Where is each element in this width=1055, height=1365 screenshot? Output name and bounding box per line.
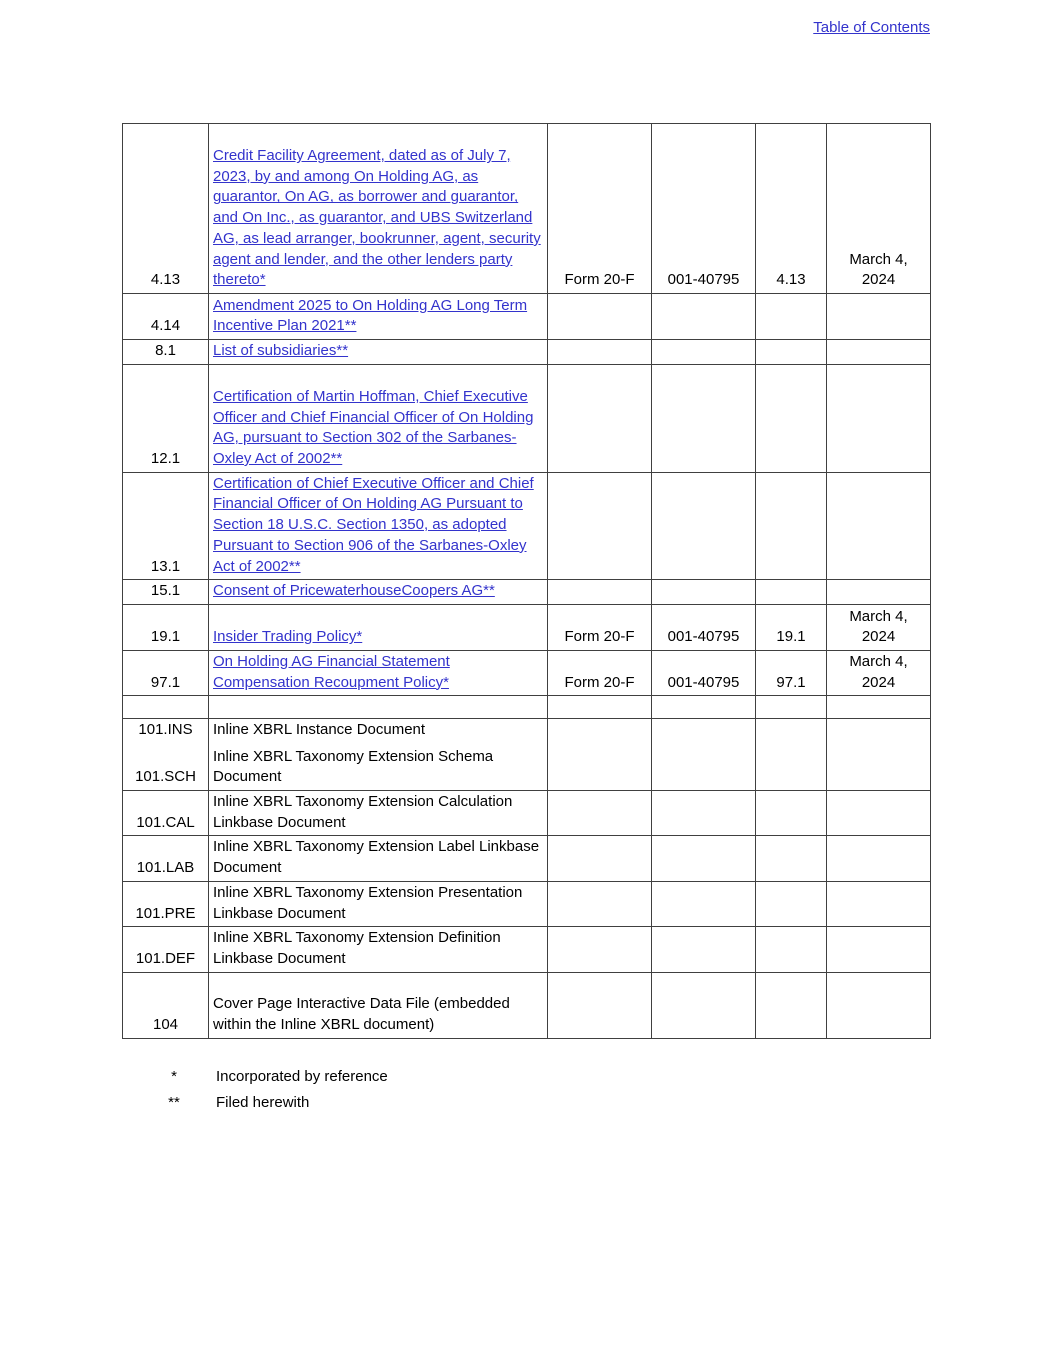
file-number-cell: [652, 340, 756, 365]
file-number-cell: [652, 580, 756, 605]
exhibit-number-cell: [123, 651, 209, 696]
exhibit-ref-cell: [756, 882, 827, 927]
exhibit-number: 97.1: [150, 673, 181, 691]
form-cell: [548, 580, 652, 605]
exhibit-number: 15.1: [150, 582, 181, 600]
exhibit-ref-cell: [756, 294, 827, 340]
exhibit-index-table: [122, 123, 931, 1039]
exhibit-number: 101.CAL: [136, 813, 195, 831]
description-cell: [209, 651, 548, 696]
exhibit-number: 101.INS: [138, 721, 193, 739]
exhibit-link[interactable]: Certification of Chief Executive Officer and Chief Financial Officer of On Holding AG Pursuant to Section 18 U.S.C. Section 1350, as adopted Pursuant to Section 906 of the Sarbanes-Oxley Act of 2002**: [213, 474, 534, 575]
exhibit-number-cell: [123, 580, 209, 605]
exhibit-ref-cell: [756, 651, 827, 696]
exhibit-link[interactable]: Amendment 2025 to On Holding AG Long Term Incentive Plan 2021**: [213, 296, 528, 335]
date-cell: [827, 340, 931, 365]
description-text: Inline XBRL Taxonomy Extension Definition Linkbase Document: [213, 929, 501, 967]
exhibit-number-cell: [123, 743, 209, 791]
exhibit-number-cell: [123, 791, 209, 836]
exhibit-number: 12.1: [150, 450, 181, 467]
file-number-cell: [652, 791, 756, 836]
description-cell: [209, 473, 548, 581]
table-row: [123, 719, 931, 743]
form-value: Form 20-F: [564, 628, 635, 646]
footnote-line: [122, 1094, 822, 1120]
description-text: Inline XBRL Taxonomy Extension Presentation Linkbase Document: [213, 883, 523, 922]
empty-cell: [756, 696, 827, 719]
file-number-cell: [652, 651, 756, 696]
file-number-value: 001-40795: [667, 271, 740, 289]
description-text: Inline XBRL Taxonomy Extension Calculation Linkbase Document: [213, 793, 513, 831]
file-number-cell: [652, 973, 756, 1039]
date-cell: [827, 605, 931, 651]
exhibit-ref-cell: [756, 973, 827, 1039]
footnote-marker: *: [171, 1068, 177, 1085]
exhibit-link[interactable]: Consent of PricewaterhouseCoopers AG**: [213, 582, 495, 600]
date-cell: [827, 651, 931, 696]
date-cell: [827, 743, 931, 791]
exhibit-ref-cell: [756, 473, 827, 581]
description-cell: [209, 365, 548, 473]
table-row: [123, 340, 931, 365]
file-number-value: 001-40795: [667, 673, 740, 691]
exhibit-link[interactable]: Credit Facility Agreement, dated as of July 7, 2023, by and among On Holding AG, as guarantor, On AG, as borrower and guarantor, and On Inc., as guarantor, and UBS Switzerland AG, as lead arranger, bookrunner, agent, security agent and lender, and the other lenders party thereto*: [213, 147, 541, 289]
exhibit-link[interactable]: Certification of Martin Hoffman, Chief Executive Officer and Chief Financial Officer of On Holding AG, pursuant to Section 302 of the Sarbanes-Oxley Act of 2002**: [213, 387, 534, 467]
footnote-marker: **: [168, 1094, 180, 1111]
file-number-cell: [652, 719, 756, 743]
date-cell: [827, 882, 931, 927]
exhibit-ref-cell: [756, 791, 827, 836]
description-cell: [209, 743, 548, 791]
table-row: [123, 882, 931, 927]
exhibit-ref-value: 19.1: [776, 628, 806, 646]
description-text: Inline XBRL Instance Document: [213, 721, 426, 739]
file-number-cell: [652, 294, 756, 340]
date-cell: [827, 473, 931, 581]
form-cell: [548, 791, 652, 836]
file-number-cell: [652, 927, 756, 972]
description-cell: [209, 124, 548, 294]
empty-cell: [123, 696, 209, 719]
table-of-contents-link-wrap: [813, 19, 930, 36]
exhibit-number-cell: [123, 124, 209, 294]
exhibit-ref-value: 4.13: [776, 271, 806, 289]
date-cell: [827, 719, 931, 743]
date-cell: [827, 365, 931, 473]
description-cell: [209, 580, 548, 605]
footnotes: [122, 1068, 822, 1120]
description-cell: [209, 340, 548, 365]
table-row: [123, 294, 931, 340]
exhibit-number-cell: [123, 719, 209, 743]
description-cell: [209, 719, 548, 743]
exhibit-number-cell: [123, 340, 209, 365]
exhibit-link[interactable]: List of subsidiaries**: [213, 342, 349, 359]
file-number-cell: [652, 836, 756, 881]
exhibit-number: 101.LAB: [136, 859, 195, 877]
form-cell: [548, 719, 652, 743]
table-row: [123, 365, 931, 473]
description-cell: [209, 927, 548, 972]
exhibit-link[interactable]: Insider Trading Policy*: [213, 628, 363, 646]
table-row: [123, 605, 931, 651]
exhibit-ref-cell: [756, 605, 827, 651]
exhibit-ref-cell: [756, 365, 827, 473]
exhibit-number: 101.DEF: [135, 949, 196, 967]
description-cell: [209, 882, 548, 927]
exhibit-number: 4.13: [150, 271, 181, 289]
date-cell: [827, 294, 931, 340]
file-number-value: 001-40795: [667, 628, 740, 646]
form-cell: [548, 473, 652, 581]
form-cell: [548, 294, 652, 340]
file-number-cell: [652, 743, 756, 791]
date-value: March 4, 2024: [849, 652, 908, 691]
exhibit-ref-cell: [756, 743, 827, 791]
exhibit-link[interactable]: On Holding AG Financial Statement Compensation Recoupment Policy*: [213, 652, 450, 691]
exhibit-ref-cell: [756, 580, 827, 605]
date-cell: [827, 836, 931, 881]
date-value: March 4, 2024: [849, 607, 908, 646]
exhibit-number: 4.14: [150, 317, 181, 335]
description-cell: [209, 294, 548, 340]
description-text: Cover Page Interactive Data File (embedded within the Inline XBRL document): [213, 995, 510, 1033]
file-number-cell: [652, 124, 756, 294]
date-cell: [827, 124, 931, 294]
date-cell: [827, 973, 931, 1039]
exhibit-number: 101.PRE: [135, 904, 196, 922]
exhibit-number-cell: [123, 605, 209, 651]
exhibit-number-cell: [123, 927, 209, 972]
exhibit-number-cell: [123, 973, 209, 1039]
footnote-line: [122, 1068, 822, 1094]
table-row: [123, 791, 931, 836]
footnote-text: Filed herewith: [216, 1094, 310, 1111]
exhibit-ref-cell: [756, 340, 827, 365]
exhibit-number: 104: [152, 1015, 179, 1033]
form-cell: [548, 340, 652, 365]
empty-cell: [548, 696, 652, 719]
form-cell: [548, 973, 652, 1039]
date-cell: [827, 927, 931, 972]
form-cell: [548, 651, 652, 696]
form-value: Form 20-F: [564, 271, 635, 289]
exhibit-ref-value: 97.1: [776, 673, 806, 691]
description-cell: [209, 973, 548, 1039]
date-cell: [827, 791, 931, 836]
table-row: [123, 580, 931, 605]
table-row: [123, 973, 931, 1039]
exhibit-number-cell: [123, 294, 209, 340]
exhibit-ref-cell: [756, 124, 827, 294]
date-value: March 4, 2024: [849, 250, 908, 289]
form-cell: [548, 124, 652, 294]
exhibit-ref-cell: [756, 719, 827, 743]
form-cell: [548, 743, 652, 791]
table-row: [123, 836, 931, 881]
exhibit-number: 8.1: [155, 342, 176, 359]
exhibit-number-cell: [123, 473, 209, 581]
form-cell: [548, 927, 652, 972]
table-of-contents-link[interactable]: Table of Contents: [813, 19, 930, 36]
form-cell: [548, 605, 652, 651]
exhibit-number: 101.SCH: [135, 768, 196, 786]
date-cell: [827, 580, 931, 605]
file-number-cell: [652, 882, 756, 927]
file-number-cell: [652, 605, 756, 651]
form-cell: [548, 882, 652, 927]
empty-cell: [209, 696, 548, 719]
exhibit-ref-cell: [756, 836, 827, 881]
file-number-cell: [652, 365, 756, 473]
empty-cell: [652, 696, 756, 719]
form-value: Form 20-F: [564, 673, 635, 691]
table-row: [123, 743, 931, 791]
exhibit-number-cell: [123, 882, 209, 927]
table-row: [123, 473, 931, 581]
table-row: [123, 927, 931, 972]
exhibit-ref-cell: [756, 927, 827, 972]
file-number-cell: [652, 473, 756, 581]
exhibit-number: 13.1: [150, 557, 181, 575]
form-cell: [548, 365, 652, 473]
empty-cell: [827, 696, 931, 719]
description-cell: [209, 605, 548, 651]
form-cell: [548, 836, 652, 881]
exhibit-number-cell: [123, 836, 209, 881]
table-row-empty: [123, 696, 931, 719]
footnote-text: Incorporated by reference: [216, 1068, 388, 1085]
description-text: Inline XBRL Taxonomy Extension Label Linkbase Document: [213, 838, 540, 877]
exhibit-number-cell: [123, 365, 209, 473]
table-row: [123, 651, 931, 696]
description-cell: [209, 836, 548, 881]
table-row: [123, 124, 931, 294]
description-cell: [209, 791, 548, 836]
description-text: Inline XBRL Taxonomy Extension Schema Document: [213, 747, 494, 786]
exhibit-number: 19.1: [150, 628, 181, 646]
